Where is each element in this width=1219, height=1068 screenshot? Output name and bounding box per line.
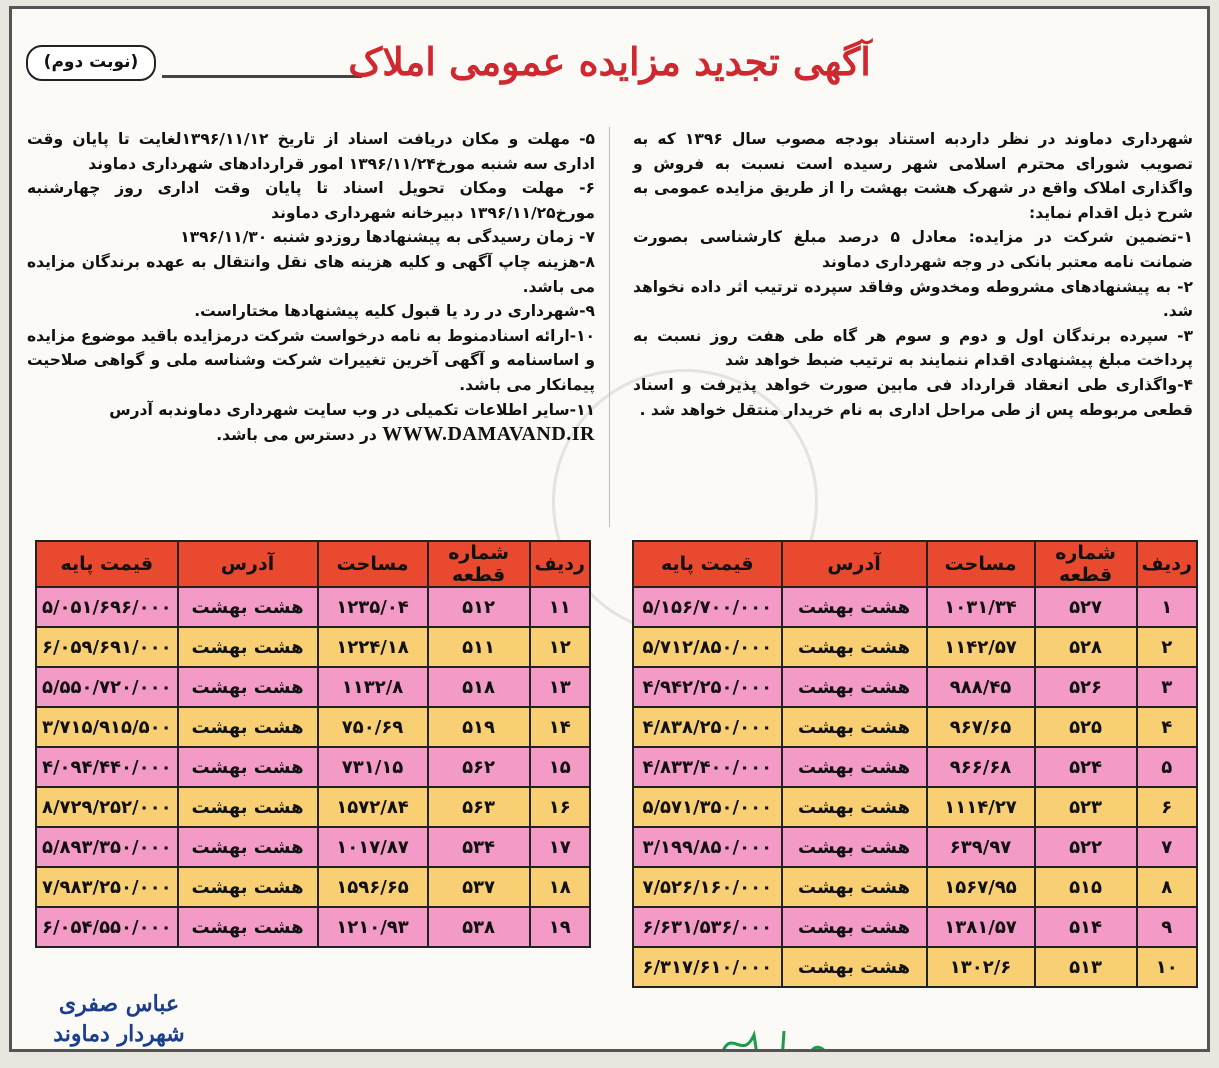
cell-base-price: ۴/۸۳۳/۴۰۰/۰۰۰ (633, 747, 782, 787)
cell-row-number: ۱۱ (530, 587, 590, 627)
cell-base-price: ۵/۷۱۲/۸۵۰/۰۰۰ (633, 627, 782, 667)
table-row (36, 587, 590, 627)
table-row (633, 707, 1197, 747)
signature-role: شهردار دماوند (53, 1021, 185, 1047)
clause-7: ۷- زمان رسیدگی به پیشنهادها روزدو شنبه ۱۳۹۶/۱۱/۳۰ (180, 228, 595, 247)
cell-address: هشت بهشت (178, 627, 318, 667)
cell-address: هشت بهشت (178, 907, 318, 947)
header-address: آدرس (178, 541, 318, 587)
website-link[interactable]: WWW.DAMAVAND.IR (382, 423, 595, 446)
table-row (633, 867, 1197, 907)
cell-base-price: ۳/۷۱۵/۹۱۵/۵۰۰ (36, 707, 178, 747)
clause-5: ۵- مهلت و مکان دریافت اسناد از تاریخ ۱۳۹۶/۱۱/۱۲لغایت تا پایان وقت اداری سه شنبه مورخ۱۳۹۶/۱۱/۲۴ امور قراردادهای شهرداری دماوند (27, 130, 595, 173)
table-row (36, 667, 590, 707)
cell-lot-number: ۵۱۴ (1035, 907, 1137, 947)
cell-base-price: ۵/۰۵۱/۶۹۶/۰۰۰ (36, 587, 178, 627)
table-row (633, 627, 1197, 667)
header-base-price: قیمت پایه (633, 541, 782, 587)
cell-lot-number: ۵۲۷ (1035, 587, 1137, 627)
column-divider (609, 127, 610, 527)
cell-row-number: ۶ (1137, 787, 1197, 827)
cell-row-number: ۱۲ (530, 627, 590, 667)
cell-area: ۷۳۱/۱۵ (318, 747, 428, 787)
cell-lot-number: ۵۲۴ (1035, 747, 1137, 787)
cell-row-number: ۱۹ (530, 907, 590, 947)
header-lot-number: شماره قطعه (428, 541, 530, 587)
cell-lot-number: ۵۲۳ (1035, 787, 1137, 827)
cell-area: ۷۵۰/۶۹ (318, 707, 428, 747)
round-badge: (نوبت دوم) (26, 45, 156, 81)
header-area: مساحت (318, 541, 428, 587)
properties-table-right (632, 540, 1198, 988)
cell-lot-number: ۵۶۲ (428, 747, 530, 787)
cell-area: ۹۶۷/۶۵ (927, 707, 1035, 747)
cell-lot-number: ۵۱۳ (1035, 947, 1137, 987)
cell-base-price: ۵/۱۵۶/۷۰۰/۰۰۰ (633, 587, 782, 627)
table-header-row (633, 541, 1197, 587)
cell-lot-number: ۵۳۷ (428, 867, 530, 907)
cell-area: ۶۳۹/۹۷ (927, 827, 1035, 867)
table-row (36, 827, 590, 867)
cell-address: هشت بهشت (782, 587, 927, 627)
cell-lot-number: ۵۲۶ (1035, 667, 1137, 707)
cell-lot-number: ۵۳۴ (428, 827, 530, 867)
cell-address: هشت بهشت (782, 867, 927, 907)
cell-area: ۱۰۱۷/۸۷ (318, 827, 428, 867)
cell-lot-number: ۵۲۲ (1035, 827, 1137, 867)
header-area: مساحت (927, 541, 1035, 587)
table-row (36, 867, 590, 907)
cell-base-price: ۶/۶۳۱/۵۳۶/۰۰۰ (633, 907, 782, 947)
cell-base-price: ۳/۱۹۹/۸۵۰/۰۰۰ (633, 827, 782, 867)
cell-base-price: ۴/۸۳۸/۲۵۰/۰۰۰ (633, 707, 782, 747)
clause-2: ۲- به پیشنهادهای مشروطه ومخدوش وفاقد سپرده ترتیب اثر داده نخواهد شد. (633, 277, 1193, 321)
cell-area: ۱۱۱۴/۲۷ (927, 787, 1035, 827)
cell-lot-number: ۵۲۵ (1035, 707, 1137, 747)
cell-address: هشت بهشت (178, 747, 318, 787)
table-row (36, 907, 590, 947)
cell-base-price: ۵/۸۹۳/۳۵۰/۰۰۰ (36, 827, 178, 867)
cell-row-number: ۵ (1137, 747, 1197, 787)
cell-lot-number: ۵۱۲ (428, 587, 530, 627)
cell-address: هشت بهشت (782, 907, 927, 947)
cell-lot-number: ۵۲۸ (1035, 627, 1137, 667)
cell-base-price: ۶/۳۱۷/۶۱۰/۰۰۰ (633, 947, 782, 987)
table-row (36, 707, 590, 747)
cell-area: ۱۲۳۵/۰۴ (318, 587, 428, 627)
clause-1: ۱-تضمین شرکت در مزایده: معادل ۵ درصد مبلغ کارشناسی بصورت ضمانت نامه معتبر بانکی در وجه شهرداری دماوند (633, 228, 1193, 271)
table-row (36, 627, 590, 667)
table-header-row (36, 541, 590, 587)
cell-lot-number: ۵۳۸ (428, 907, 530, 947)
table-row (633, 747, 1197, 787)
clause-8: ۸-هزینه چاپ آگهی و کلیه هزینه های نقل وانتقال به عهده برندگان مزایده می باشد. (27, 252, 595, 296)
left-text-column (27, 127, 595, 448)
cell-row-number: ۲ (1137, 627, 1197, 667)
clause-6: ۶- مهلت ومکان تحویل اسناد تا پایان وقت اداری روز چهارشنبه مورخ۱۳۹۶/۱۱/۲۵ دبیرخانه شهرداری دماوند (27, 179, 595, 222)
cell-base-price: ۶/۰۵۹/۶۹۱/۰۰۰ (36, 627, 178, 667)
cell-base-price: ۷/۹۸۳/۲۵۰/۰۰۰ (36, 867, 178, 907)
cell-base-price: ۴/۹۴۲/۲۵۰/۰۰۰ (633, 667, 782, 707)
cell-row-number: ۱۳ (530, 667, 590, 707)
cell-area: ۱۳۰۲/۶ (927, 947, 1035, 987)
table-row (633, 947, 1197, 987)
cell-row-number: ۷ (1137, 827, 1197, 867)
table-row (633, 787, 1197, 827)
cell-row-number: ۹ (1137, 907, 1197, 947)
cell-lot-number: ۵۱۸ (428, 667, 530, 707)
cell-address: هشت بهشت (178, 827, 318, 867)
website-line (27, 422, 595, 448)
cell-address: هشت بهشت (178, 587, 318, 627)
cell-lot-number: ۵۶۳ (428, 787, 530, 827)
cell-area: ۱۲۲۴/۱۸ (318, 627, 428, 667)
cell-lot-number: ۵۱۵ (1035, 867, 1137, 907)
cell-base-price: ۵/۵۷۱/۳۵۰/۰۰۰ (633, 787, 782, 827)
cell-row-number: ۱۵ (530, 747, 590, 787)
cell-row-number: ۱۷ (530, 827, 590, 867)
clause-10: ۱۰-ارائه اسنادمنوط به نامه درخواست شرکت درمزایده باقید موضوع مزایده و اساسنامه و آگهی آخرین تغییرات شرکت وشناسه ملی و گواهی صلاحیت پیمانکار می باشد. (27, 326, 595, 394)
clause-4: ۴-واگذاری طی انعقاد قرارداد فی مابین صورت خواهد پذیرفت و اسناد قطعی مربوطه پس از طی مراحل اداری به نام خریدار منتقل خواهد شد . (633, 375, 1193, 419)
cell-address: هشت بهشت (782, 627, 927, 667)
clause-9: ۹-شهرداری در رد یا قبول کلیه پیشنهادها مختاراست. (194, 302, 595, 321)
intro-paragraph: شهرداری دماوند در نظر داردبه استناد بودجه مصوب سال ۱۳۹۶ که به تصویب شورای محترم اسلامی شهر رسیده است نسبت به فروش و واگذاری املاک واقع در شهرک هشت بهشت را از طریق مزایده عمومی به شرح ذیل اقدام نماید: (633, 130, 1193, 222)
cell-address: هشت بهشت (178, 787, 318, 827)
header-lot-number: شماره قطعه (1035, 541, 1137, 587)
signature-name: عباس صفری (58, 991, 180, 1017)
cell-address: هشت بهشت (782, 747, 927, 787)
cell-address: هشت بهشت (178, 707, 318, 747)
cell-base-price: ۶/۰۵۴/۵۵۰/۰۰۰ (36, 907, 178, 947)
cell-address: هشت بهشت (782, 947, 927, 987)
cell-row-number: ۱۴ (530, 707, 590, 747)
table-row (36, 787, 590, 827)
right-text-column (633, 127, 1193, 422)
cell-base-price: ۷/۵۲۶/۱۶۰/۰۰۰ (633, 867, 782, 907)
cell-area: ۱۵۷۲/۸۴ (318, 787, 428, 827)
clause-11: ۱۱-سایر اطلاعات تکمیلی در وب سایت شهرداری دماوندبه آدرس (109, 400, 595, 419)
header-base-price: قیمت پایه (36, 541, 178, 587)
cell-row-number: ۸ (1137, 867, 1197, 907)
clause-3: ۳- سپرده برندگان اول و دوم و سوم هر گاه طی هفت روز نسبت به پرداخت مبلغ پیشنهادی اقدام ننمایند به ترتیب ضبط خواهد شد (633, 326, 1193, 370)
cell-base-price: ۴/۰۹۴/۴۴۰/۰۰۰ (36, 747, 178, 787)
table-row (633, 827, 1197, 867)
cell-row-number: ۱۸ (530, 867, 590, 907)
table-body-right (633, 587, 1197, 987)
cell-lot-number: ۵۱۹ (428, 707, 530, 747)
header-row-number: ردیف (1137, 541, 1197, 587)
cell-row-number: ۴ (1137, 707, 1197, 747)
table-row (633, 667, 1197, 707)
cell-area: ۱۵۶۷/۹۵ (927, 867, 1035, 907)
cell-area: ۹۶۶/۶۸ (927, 747, 1035, 787)
cell-address: هشت بهشت (782, 667, 927, 707)
cell-row-number: ۱۰ (1137, 947, 1197, 987)
cell-address: هشت بهشت (782, 827, 927, 867)
header-row-number: ردیف (530, 541, 590, 587)
cell-address: هشت بهشت (782, 787, 927, 827)
table-row (633, 907, 1197, 947)
table-row (633, 587, 1197, 627)
properties-table-left (35, 540, 591, 948)
cell-area: ۹۸۸/۴۵ (927, 667, 1035, 707)
website-suffix: در دسترس می باشد. (216, 426, 377, 445)
cell-lot-number: ۵۱۱ (428, 627, 530, 667)
table-body-left (36, 587, 590, 947)
cell-area: ۱۵۹۶/۶۵ (318, 867, 428, 907)
header-address: آدرس (782, 541, 927, 587)
cell-row-number: ۱ (1137, 587, 1197, 627)
cell-area: ۱۰۳۱/۳۴ (927, 587, 1035, 627)
advertisement-page (9, 6, 1210, 1052)
cell-base-price: ۸/۷۲۹/۲۵۲/۰۰۰ (36, 787, 178, 827)
cell-area: ۱۳۸۱/۵۷ (927, 907, 1035, 947)
page-title: آگهی تجدید مزایده عمومی املاک (348, 39, 871, 84)
cell-area: ۱۱۴۲/۵۷ (927, 627, 1035, 667)
handwritten-mark (712, 1023, 842, 1052)
cell-area: ۱۲۱۰/۹۳ (318, 907, 428, 947)
cell-row-number: ۱۶ (530, 787, 590, 827)
cell-address: هشت بهشت (178, 867, 318, 907)
cell-address: هشت بهشت (782, 707, 927, 747)
cell-row-number: ۳ (1137, 667, 1197, 707)
table-row (36, 747, 590, 787)
cell-address: هشت بهشت (178, 667, 318, 707)
cell-base-price: ۵/۵۵۰/۷۲۰/۰۰۰ (36, 667, 178, 707)
cell-area: ۱۱۳۲/۸ (318, 667, 428, 707)
